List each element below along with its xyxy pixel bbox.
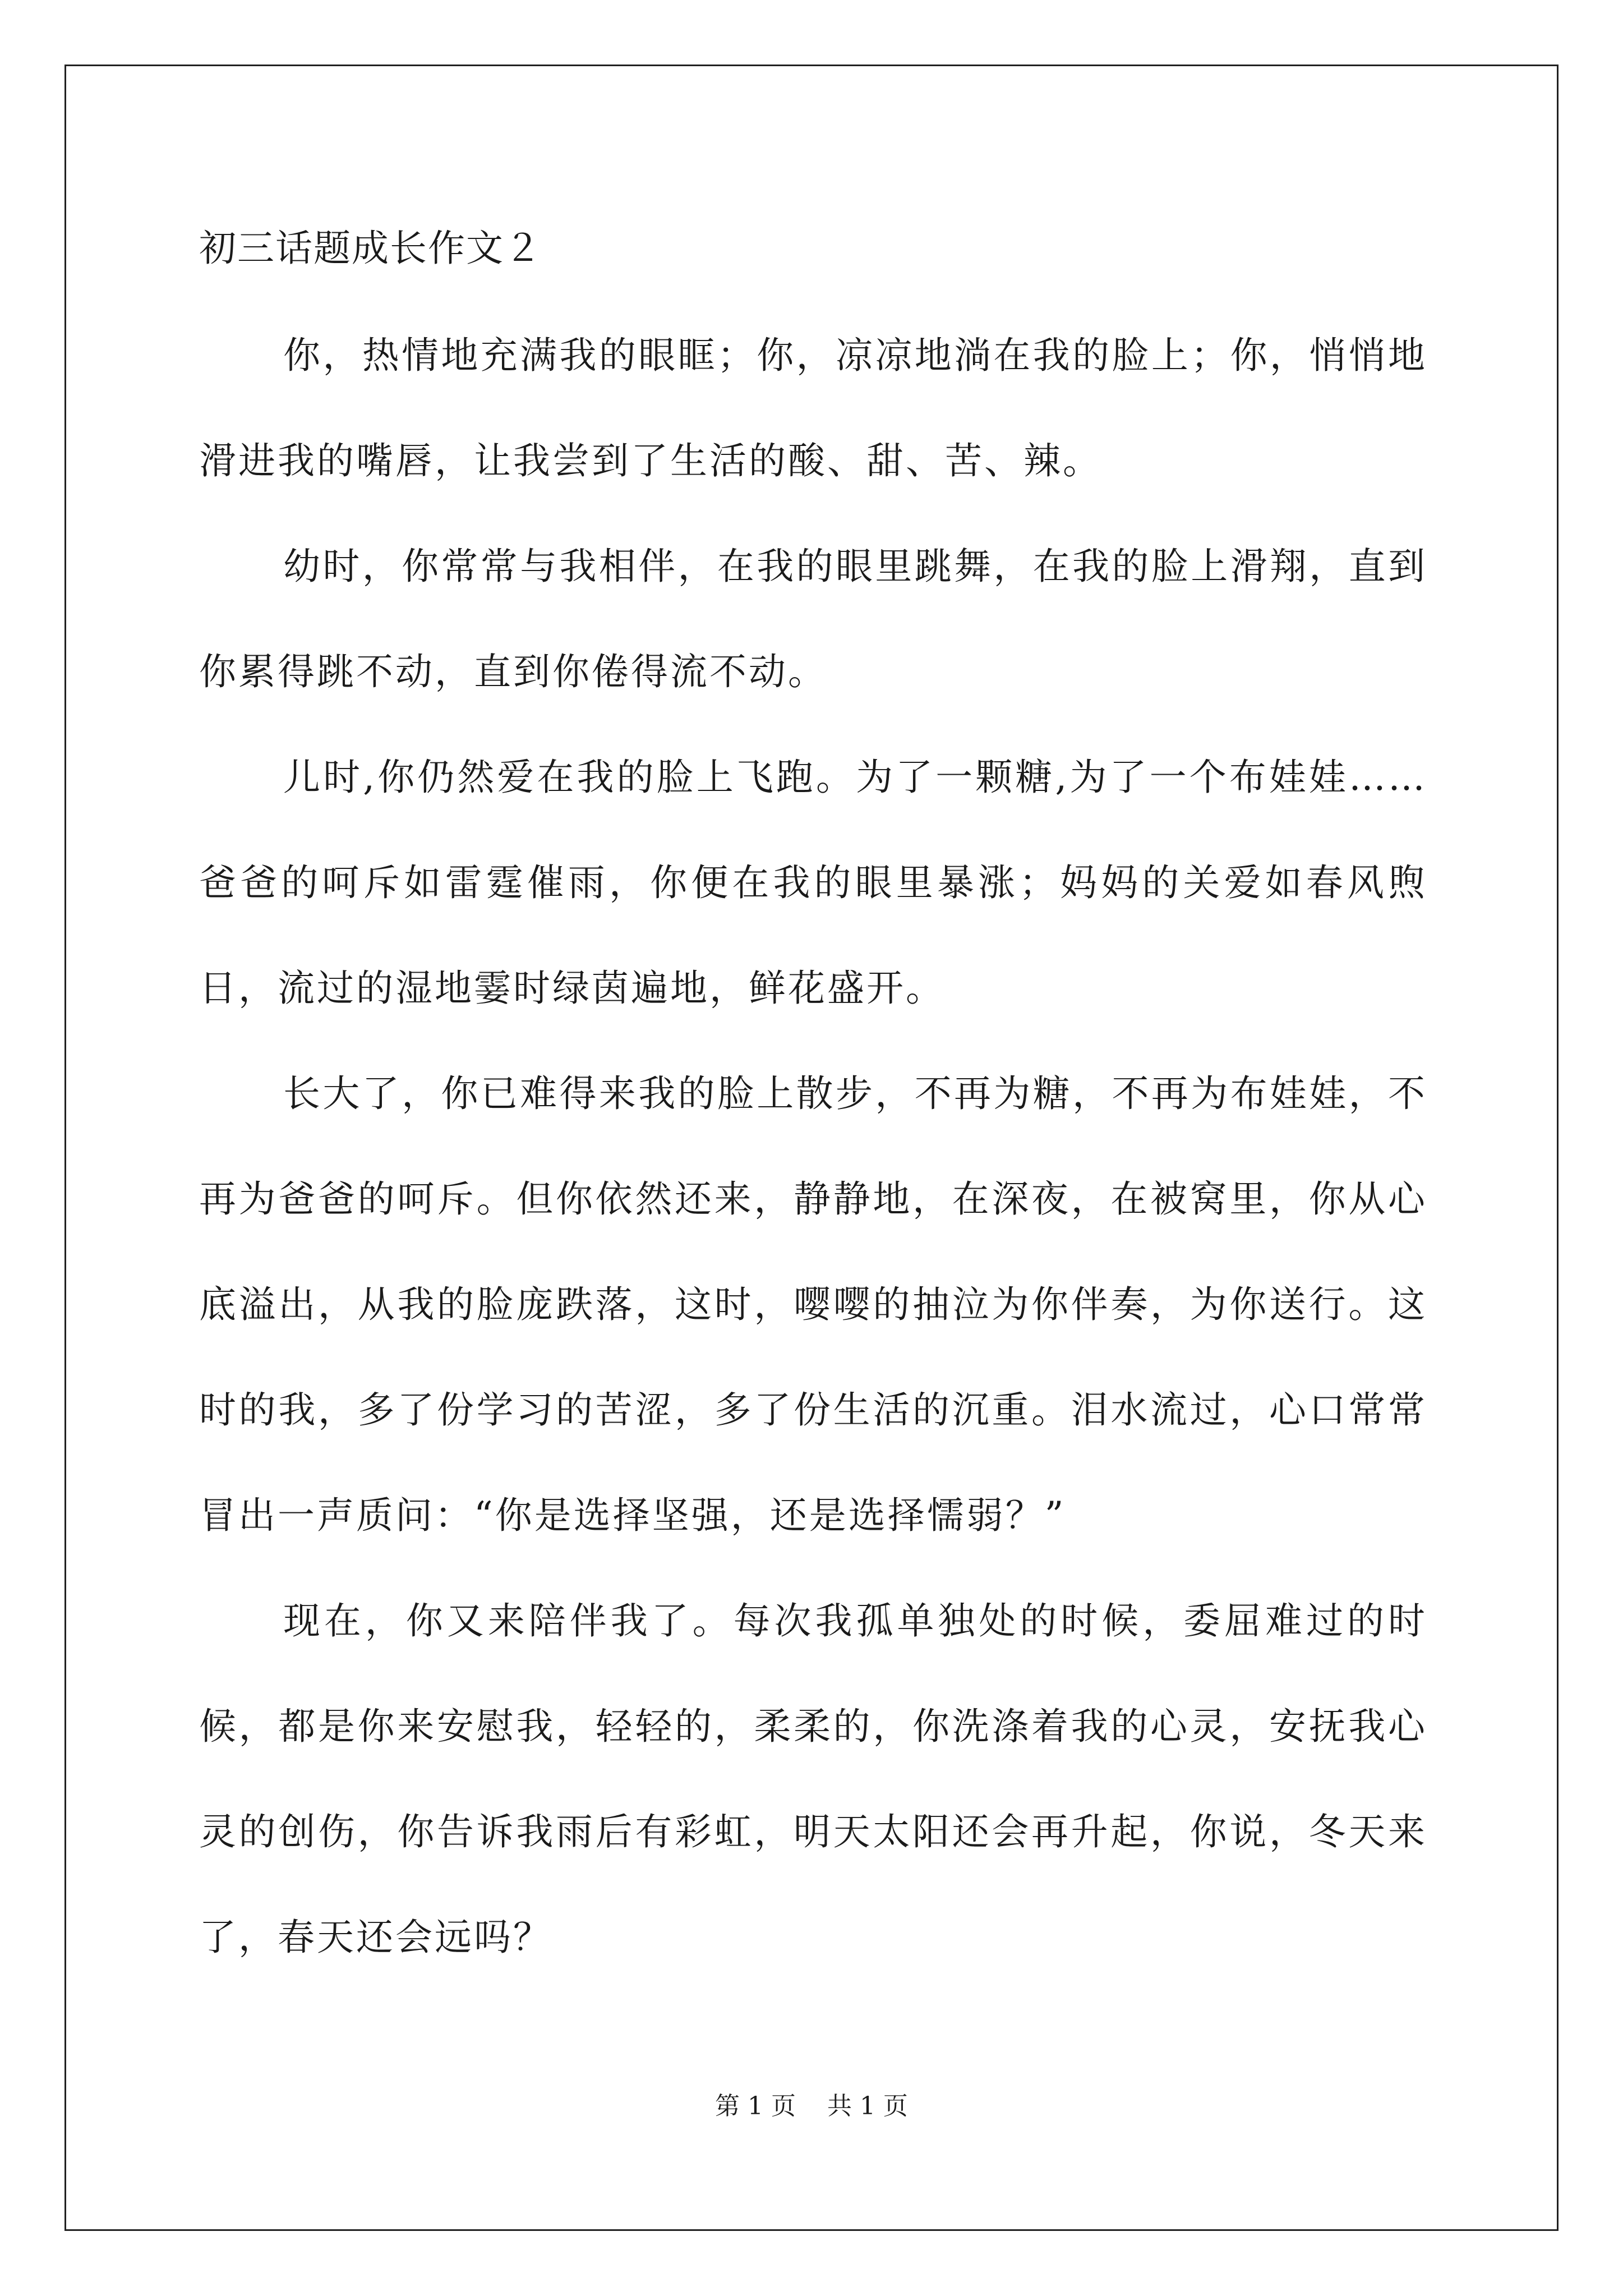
- paragraph-1: 你，热情地充满我的眼眶；你，凉凉地淌在我的脸上；你，悄悄地滑进我的嘴唇，让我尝到了生活的酸、甜、苦、辣。: [199, 334, 1427, 482]
- document-body: [199, 303, 1427, 1990]
- document-title: 初三话题成长作文２: [199, 227, 542, 270]
- paragraph-5: 现在，你又来陪伴我了。每次我孤单独处的时候，委屈难过的时候，都是你来安慰我，轻轻的，柔柔的，你洗涤着我的心灵，安抚我心灵的创伤，你告诉我雨后有彩虹，明天太阳还会再升起，你说，冬天来了，春天还会远吗？: [199, 1599, 1427, 1959]
- page-number-footer: 第 1 页 共 1 页: [715, 2092, 908, 2120]
- paragraph-4: 长大了，你已难得来我的脸上散步，不再为糖，不再为布娃娃，不再为爸爸的呵斥。但你依然还来，静静地，在深夜，在被窝里，你从心底溢出，从我的脸庞跌落，这时，嘤嘤的抽泣为你伴奏，为你送行。这时的我，多了份学习的苦涩，多了份生活的沉重。泪水流过，心口常常冒出一声质问：“你是选择坚强，还是选择懦弱？”: [199, 1072, 1427, 1537]
- paragraph-2: 幼时，你常常与我相伴，在我的眼里跳舞，在我的脸上滑翔，直到你累得跳不动，直到你倦得流不动。: [199, 545, 1427, 693]
- paragraph-3: 儿时,你仍然爱在我的脸上飞跑。为了一颗糖,为了一个布娃娃……爸爸的呵斥如雷霆催雨，你便在我的眼里暴涨；妈妈的关爱如春风煦日，流过的湿地霎时绿茵遍地，鲜花盛开。: [199, 756, 1427, 1010]
